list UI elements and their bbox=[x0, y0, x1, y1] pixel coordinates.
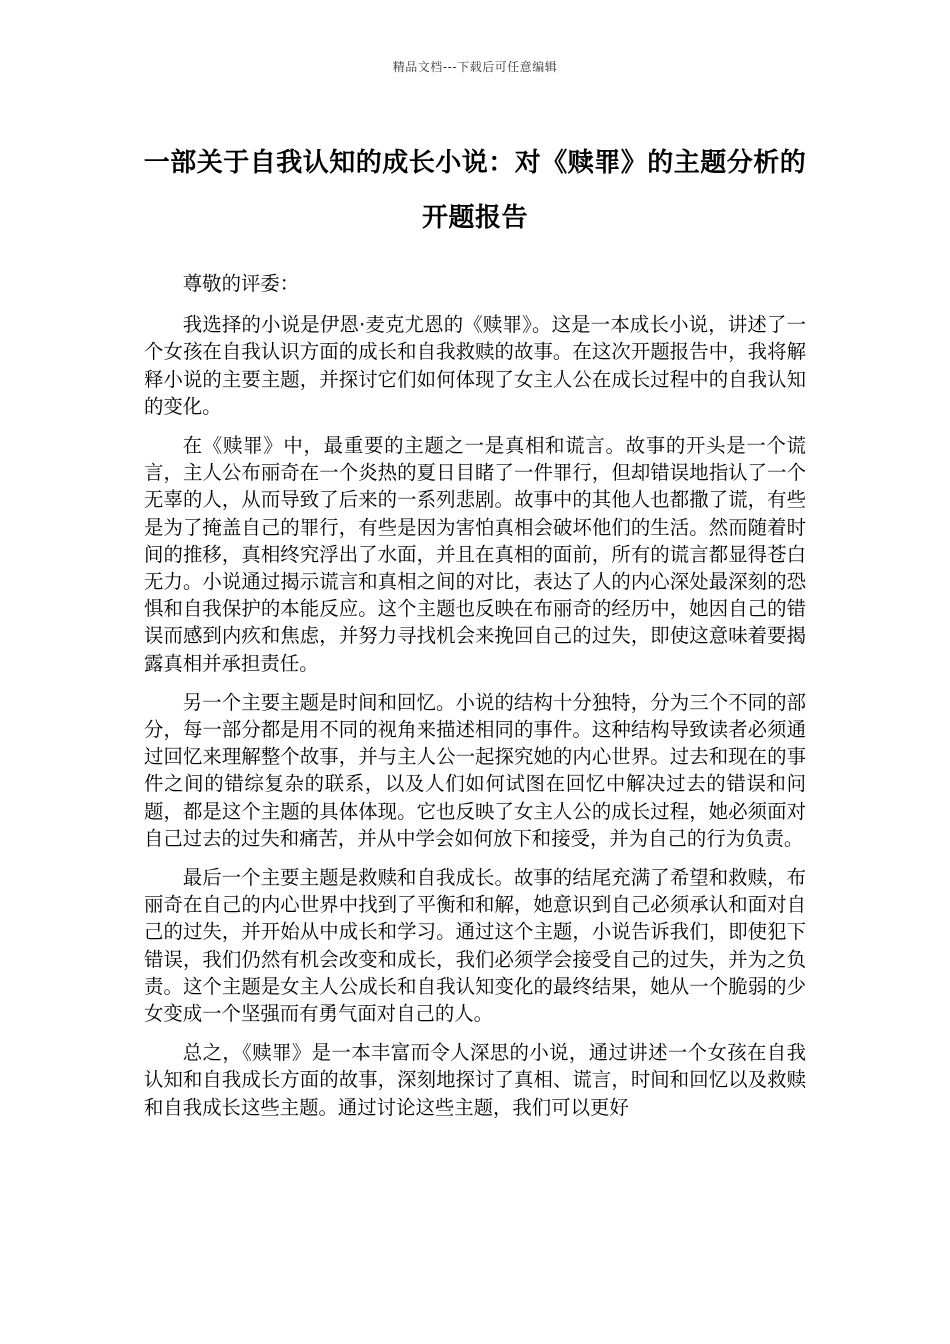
document-title: 一部关于自我认知的成长小说：对《赎罪》的主题分析的开题报告 bbox=[143, 148, 807, 233]
document-body bbox=[144, 270, 806, 1133]
paragraph-time-and-memory: 另一个主要主题是时间和回忆。小说的结构十分独特，分为三个不同的部分，每一部分都是用不同的视角来描述相同的事件。这种结构导致读者必须通过回忆来理解整个故事，并与主人公一起探究她的内心世界。过去和现在的事件之间的错综复杂的联系，以及人们如何试图在回忆中解决过去的错误和问题，都是这个主题的具体体现。它也反映了女主人公的成长过程，她必须面对自己过去的过失和痛苦，并从中学会如何放下和接受，并为自己的行为负责。 bbox=[144, 690, 806, 850]
salutation: 尊敬的评委： bbox=[182, 272, 300, 295]
paragraph-intro: 我选择的小说是伊恩·麦克尤恩的《赎罪》。这是一本成长小说，讲述了一个女孩在自我认识方面的成长和自我救赎的故事。在这次开题报告中，我将解释小说的主要主题，并探讨它们如何体现了女主人公在成长过程中的自我认知的变化。 bbox=[144, 313, 806, 418]
paragraph-conclusion: 总之，《赎罪》是一本丰富而令人深思的小说，通过讲述一个女孩在自我认知和自我成长方面的故事，深刻地探讨了真相、谎言，时间和回忆以及救赎和自我成长这些主题。通过讨论这些主题，我们可以更好 bbox=[144, 1041, 806, 1119]
paragraph-truth-and-lies: 在《赎罪》中，最重要的主题之一是真相和谎言。故事的开头是一个谎言，主人公布丽奇在一个炎热的夏日目睹了一件罪行，但却错误地指认了一个无辜的人，从而导致了后来的一系列悲剧。故事中的其他人也都撒了谎，有些是为了掩盖自己的罪行，有些是因为害怕真相会破坏他们的生活。然而随着时间的推移，真相终究浮出了水面，并且在真相的面前，所有的谎言都显得苍白无力。小说通过揭示谎言和真相之间的对比，表达了人的内心深处最深刻的恐惧和自我保护的本能反应。这个主题也反映在布丽奇的经历中，她因自己的错误而感到内疚和焦虑，并努力寻找机会来挽回自己的过失，即使这意味着要揭露真相并承担责任。 bbox=[144, 434, 806, 675]
paragraph-redemption: 最后一个主要主题是救赎和自我成长。故事的结尾充满了希望和救赎，布丽奇在自己的内心世界中找到了平衡和和解，她意识到自己必须承认和面对自己的过失，并开始从中成长和学习。通过这个主题，小说告诉我们，即使犯下错误，我们仍然有机会改变和成长，我们必须学会接受自己的过失，并为之负责。这个主题是女主人公成长和自我认知变化的最终结果，她从一个脆弱的少女变成一个坚强而有勇气面对自己的人。 bbox=[144, 866, 806, 1026]
header-note: 精品文档---下载后可任意编辑 bbox=[392, 60, 558, 74]
